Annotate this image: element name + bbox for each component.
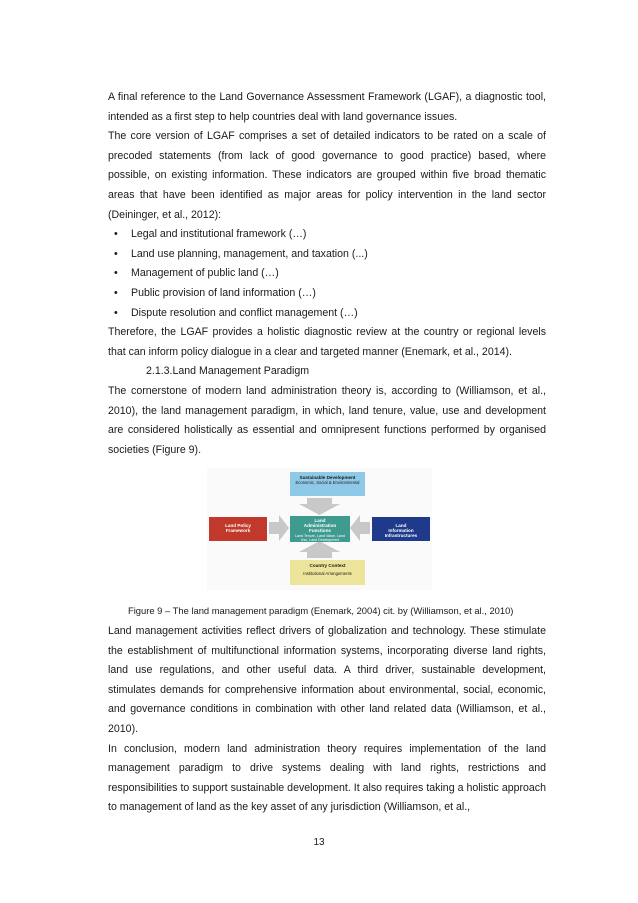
section-heading: 2.1.3.Land Management Paradigm	[146, 365, 310, 378]
arrow-left-icon	[350, 515, 370, 541]
arrow-up-icon	[299, 541, 340, 558]
country-context-box: Country Context Institutional Arrangements	[290, 560, 365, 585]
bullet-icon: •	[114, 286, 118, 299]
paragraph-lgaf-core: The core version of LGAF comprises a set of detailed indicators to be rated on a scale of precoded statements (from lack of good governance to good practice) based, where possible, on existing information. These indicators are grouped within five broad thematic areas that have been identified as major areas for policy intervention in the land sector (Deininger, et al., 2012):	[108, 130, 546, 221]
list-item: • Land use planning, management, and taxation (...)	[108, 245, 546, 265]
sustainable-development-box: Sustainable Development Economic, Social & Environmental	[290, 472, 365, 496]
list-item: • Legal and institutional framework (…)	[108, 225, 546, 245]
list-item: • Management of public land (…)	[108, 264, 546, 284]
paragraph-lgaf-conclusion: Therefore, the LGAF provides a holistic diagnostic review at the country or regional levels that can inform policy dialogue in a clear and targeted manner (Enemark, et al., 2014).	[108, 326, 546, 358]
figure-caption: Figure 9 – The land management paradigm (Enemark, 2004) cit. by (Williamson, et al., 2010)	[128, 605, 514, 616]
land-administration-functions-box: Land Administration Functions Land Tenure, Land Value, Land Use, Land Development	[290, 516, 350, 542]
bullet-icon: •	[114, 247, 118, 260]
list-item: • Public provision of land information (…)	[108, 284, 546, 304]
paragraph-drivers: Land management activities reflect drivers of globalization and technology. These stimulate the establishment of multifunctional information systems, incorporating diverse land rights, land use regulations, and other useful data. A third driver, sustainable development, stimulates demands for comprehensive information about environmental, social, economic, and governance conditions in combination with other land related data (Williamson, et al., 2010).	[108, 625, 546, 735]
paragraph-lgaf-intro: A final reference to the Land Governance Assessment Framework (LGAF), a diagnostic tool, intended as a first step to help countries deal with land governance issues.	[108, 91, 546, 123]
land-information-infrastructures-box: Land Information Infrastructures	[372, 517, 430, 541]
land-policy-framework-box: Land Policy Framework	[209, 517, 267, 541]
list-item: • Dispute resolution and conflict management (…)	[108, 304, 546, 324]
body-text-bottom	[108, 622, 546, 818]
body-text-top	[108, 88, 546, 460]
bullet-icon: •	[114, 267, 118, 280]
paragraph-paradigm: The cornerstone of modern land administration theory is, according to (Williamson, et al., 2010), the land management paradigm, in which, land tenure, value, use and development are considered holistically as essential and omnipresent functions performed by organised societies (Figure 9).	[108, 384, 546, 456]
bullet-icon: •	[114, 306, 118, 319]
land-management-paradigm-figure	[207, 468, 432, 590]
lgaf-areas-list	[108, 225, 546, 323]
arrow-right-icon	[269, 515, 289, 541]
bullet-icon: •	[114, 228, 118, 241]
page-number: 13	[313, 837, 325, 848]
arrow-down-icon	[299, 498, 340, 515]
paragraph-conclusion: In conclusion, modern land administration theory requires implementation of the land management paradigm to drive systems dealing with land rights, restrictions and responsibilities to support sustainable development. It also requires taking a holistic approach to management of land as the key asset of any jurisdiction (Williamson, et al.,	[108, 742, 546, 814]
